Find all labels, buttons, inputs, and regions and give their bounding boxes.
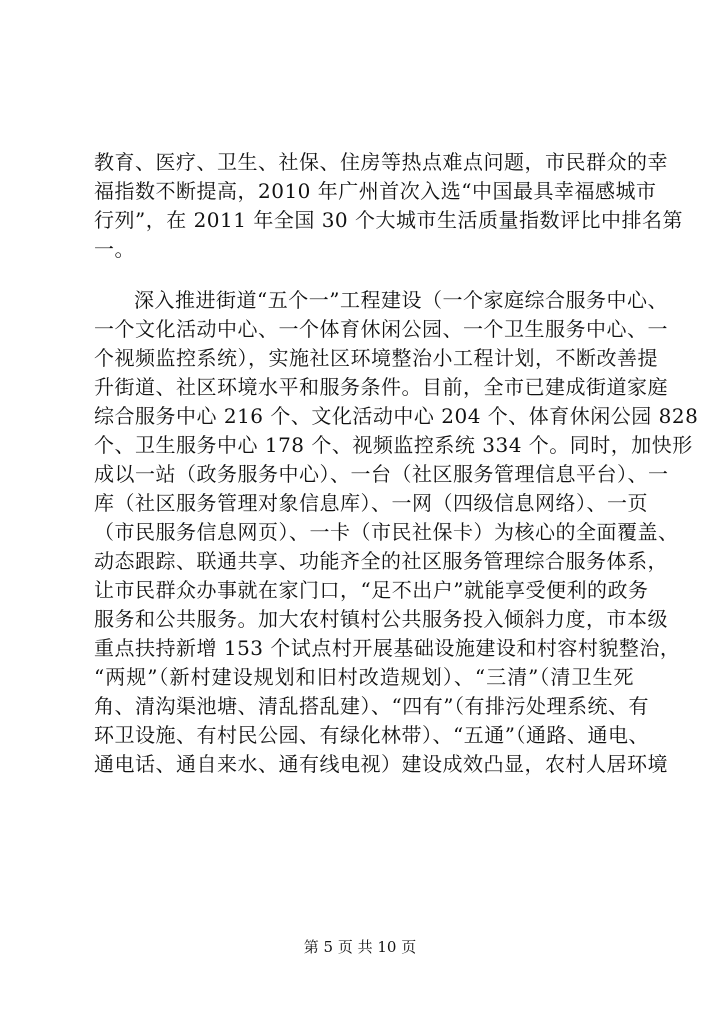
- paragraph-line: 综合服务中心 216 个、文化活动中心 204 个、体育休闲公园 828: [94, 404, 699, 428]
- paragraph-line: 通电话、通自来水、通有线电视）建设成效凸显，农村人居环境: [94, 752, 668, 776]
- paragraph-line: 成以一站（政务服务中心）、一台（社区服务管理信息平台）、一: [94, 462, 669, 486]
- paragraph-line: （市民服务信息网页）、一卡（市民社保卡）为核心的全面覆盖、: [94, 520, 679, 544]
- paragraph-line: 角、清沟渠池塘、清乱搭乱建）、“四有”（有排污处理系统、有: [94, 694, 649, 718]
- paragraph-line: 教育、医疗、卫生、社保、住房等热点难点问题，市民群众的幸: [94, 150, 668, 174]
- paragraph-line: 动态跟踪、联通共享、功能齐全的社区服务管理综合服务体系，: [94, 549, 668, 573]
- paragraph-line: 一。: [94, 237, 135, 261]
- paragraph-line: 行列”，在 2011 年全国 30 个大城市生活质量指数评比中排名第: [94, 208, 684, 232]
- paragraph-line: 个、卫生服务中心 178 个、视频监控系统 334 个。同时，加快形: [94, 433, 693, 457]
- paragraph-line: 福指数不断提高，2010 年广州首次入选“中国最具幸福感城市: [94, 179, 657, 203]
- paragraph-line: 深入推进街道“五个一”工程建设（一个家庭综合服务中心、: [134, 288, 668, 312]
- paragraph-line: 环卫设施、有村民公园、有绿化林带）、“五通”（通路、通电、: [94, 723, 649, 747]
- paragraph-line: 库（社区服务管理对象信息库）、一网（四级信息网络）、一页: [94, 491, 648, 515]
- paragraph-line: 一个文化活动中心、一个体育休闲公园、一个卫生服务中心、一: [94, 317, 668, 341]
- paragraph-line: 个视频监控系统），实施社区环境整治小工程计划，不断改善提: [94, 346, 658, 370]
- paragraph-line: “两规”（新村建设规划和旧村改造规划）、“三清”（清卫生死: [94, 665, 634, 689]
- paragraph-line: 升街道、社区环境水平和服务条件。目前，全市已建成街道家庭: [94, 375, 668, 399]
- page-number-footer: 第 5 页 共 10 页: [303, 938, 417, 956]
- paragraph-line: 重点扶持新增 153 个试点村开展基础设施建设和村容村貌整治，: [94, 636, 681, 660]
- paragraph-line: 服务和公共服务。加大农村镇村公共服务投入倾斜力度，市本级: [94, 607, 668, 631]
- paragraph-line: 让市民群众办事就在家门口，“足不出户”就能享受便利的政务: [94, 578, 649, 602]
